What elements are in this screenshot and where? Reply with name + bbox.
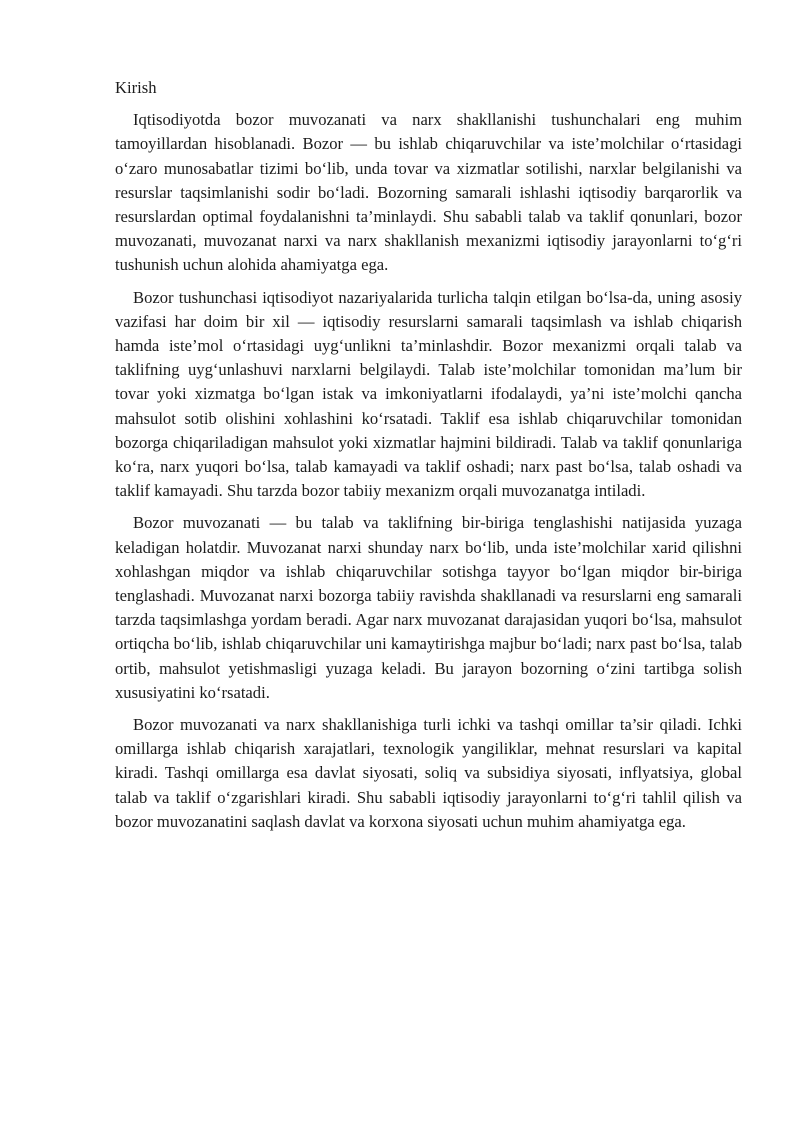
paragraph-2: Bozor tushunchasi iqtisodiyot nazariyalarida turlicha talqin etilgan bo‘lsa-da, uning asosiy vazifasi har doim bir xil — iqtisodiy resurslarni samarali taqsimlash va ishlab chiqarish hamda iste’mol o‘rtasidagi uyg‘unlikni ta’minlashdir. Bozor mexanizmi orqali talab va taklifning uyg‘unlashuvi narxlarni belgilaydi. Talab iste’molchilar tomonidan ma’lum bir tovar yoki xizmatga bo‘lgan istak va imkoniyatlarni ifodalaydi, ya’ni iste’molchi qancha mahsulot sotib olishini xohlashini ko‘rsatadi. Taklif esa ishlab chiqaruvchilar tomonidan bozorga chiqariladigan mahsulot yoki xizmatlar hajmini bildiradi. Talab va taklif qonunlariga ko‘ra, narx yuqori bo‘lsa, talab kamayadi va taklif oshadi; narx past bo‘lsa, talab oshadi va taklif kamayadi. Shu tarzda bozor tabiiy mexanizm orqali muvozanatga intiladi.: [115, 287, 742, 501]
paragraph-1: Iqtisodiyotda bozor muvozanati va narx shakllanishi tushunchalari eng muhim tamoyillardan hisoblanadi. Bozor — bu ishlab chiqaruvchilar va iste’molchilar o‘rtasidagi o‘zaro munosabatlar tizimi bo‘lib, unda tovar va xizmatlar sotilishi, narxlar belgilanishi va resurslar taqsimlanishi sodir bo‘ladi. Bozorning samarali ishlashi iqtisodiy barqarorlik va resurslardan optimal foydalanishni ta’minlaydi. Shu sababli talab va taklif qonunlari, bozor muvozanati, muvozanat narxi va narx shakllanish mexanizmi iqtisodiy jarayonlarni to‘g‘ri tushunish uchun alohida ahamiyatga ega.: [115, 110, 742, 275]
section-heading: Kirish: [115, 78, 157, 97]
paragraph-3: Bozor muvozanati — bu talab va taklifning bir-biriga tenglashishi natijasida yuzaga keladigan holatdir. Muvozanat narxi shunday narx bo‘lib, unda iste’molchilar xarid qilishni xohlashgan miqdor va ishlab chiqaruvchilar sotishga tayyor bo‘lgan miqdor bir-biriga tenglashadi. Muvozanat narxi bozorga tabiiy ravishda shakllanadi va resurslarni eng samarali tarzda taqsimlashga yordam beradi. Agar narx muvozanat darajasidan yuqori bo‘lsa, mahsulot ortiqcha bo‘lib, ishlab chiqaruvchilar uni kamaytirishga majbur bo‘ladi; narx past bo‘lsa, talab ortib, mahsulot yetishmasligi yuzaga keladi. Bu jarayon bozorning o‘zini tartibga solish xususiyatini ko‘rsatadi.: [115, 513, 742, 702]
paragraph-4: Bozor muvozanati va narx shakllanishiga turli ichki va tashqi omillar ta’sir qiladi. Ichki omillarga ishlab chiqarish xarajatlari, texnologik yangiliklar, mehnat resurslari va kapital kiradi. Tashqi omillarga esa davlat siyosati, soliq va subsidiya siyosati, inflyatsiya, global talab va taklif o‘zgarishlari kiradi. Shu sababli iqtisodiy jarayonlarni to‘g‘ri tahlil qilish va bozor muvozanatini saqlash davlat va korxona siyosati uchun muhim ahamiyatga ega.: [115, 715, 742, 831]
